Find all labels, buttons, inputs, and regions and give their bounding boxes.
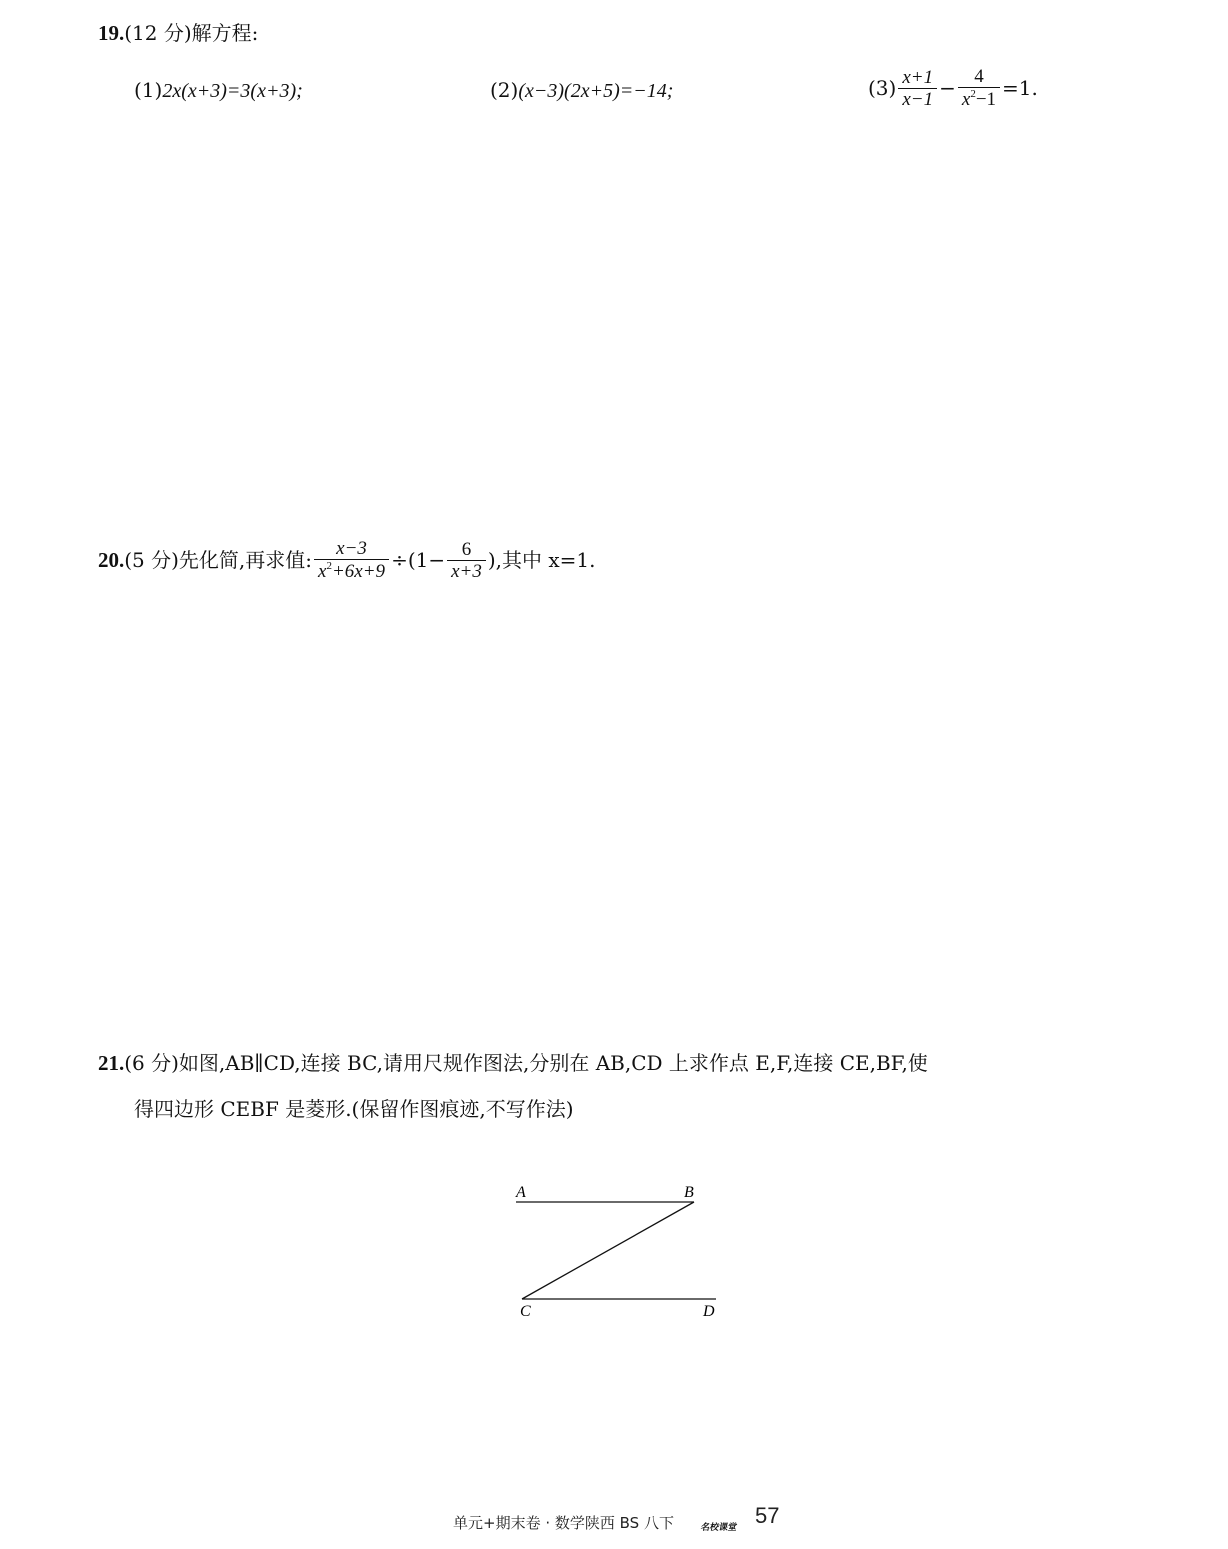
- question-header-text: (12 分)解方程:: [124, 21, 259, 45]
- page-number: 57: [755, 1503, 780, 1528]
- equation-1: [134, 75, 303, 106]
- equation-text: 2x(x+3)=3(x+3);: [162, 80, 303, 102]
- base: x: [318, 561, 327, 582]
- geometry-figure: [500, 1175, 740, 1325]
- question-21-line1: [98, 1048, 928, 1078]
- numerator: 6: [461, 538, 472, 560]
- fraction: [314, 538, 389, 582]
- rest: +6x+9: [331, 561, 386, 582]
- denominator: x−1: [902, 88, 934, 110]
- question-tail: ),其中 x=1.: [487, 548, 596, 572]
- divide-expr: ÷(1−: [391, 548, 446, 572]
- label-c: C: [520, 1303, 531, 1320]
- question-number: 19.: [98, 21, 125, 45]
- footer-logo: [701, 1515, 737, 1534]
- denominator: x+3: [451, 560, 482, 582]
- equation-2: [490, 75, 673, 106]
- question-19-header: [98, 18, 258, 48]
- label-d: D: [703, 1303, 715, 1320]
- equation-3: [868, 66, 1038, 110]
- label-a: A: [516, 1184, 526, 1201]
- denominator: [314, 560, 389, 582]
- fraction: [958, 66, 1000, 110]
- question-text: 得四边形 CEBF 是菱形.(保留作图痕迹,不写作法): [134, 1097, 574, 1121]
- exponent: 2: [326, 560, 332, 572]
- part-label: (2): [490, 78, 519, 102]
- part-label: (3): [868, 76, 897, 100]
- minus-sign: −: [939, 76, 956, 100]
- segment-bc: [522, 1202, 694, 1299]
- numerator: 4: [974, 66, 984, 87]
- fraction: [447, 539, 486, 582]
- part-label: (1): [134, 78, 163, 102]
- publisher-logo: 名校课堂: [699, 1523, 738, 1533]
- rest: −1: [975, 89, 997, 110]
- equation-text: (x−3)(2x+5)=−14;: [518, 80, 674, 102]
- numerator: x−3: [336, 538, 367, 559]
- exponent: 2: [970, 88, 976, 100]
- question-20: [98, 538, 596, 582]
- question-number: 20.: [98, 548, 125, 572]
- numerator: x+1: [902, 66, 934, 88]
- question-prefix: (5 分)先化简,再求值:: [124, 548, 313, 572]
- question-text: (6 分)如图,AB∥CD,连接 BC,请用尺规作图法,分别在 AB,CD 上求作点 E,F,连接 CE,BF,使: [124, 1051, 928, 1075]
- footer-text: 单元+期末卷 · 数学陕西 BS 八下: [453, 1514, 674, 1532]
- base: x: [961, 89, 971, 110]
- question-21-line2: [134, 1094, 574, 1124]
- label-b: B: [684, 1184, 694, 1201]
- equation-tail: =1.: [1002, 76, 1038, 100]
- fraction: [898, 67, 937, 110]
- denominator: [958, 88, 1000, 110]
- question-number: 21.: [98, 1051, 125, 1075]
